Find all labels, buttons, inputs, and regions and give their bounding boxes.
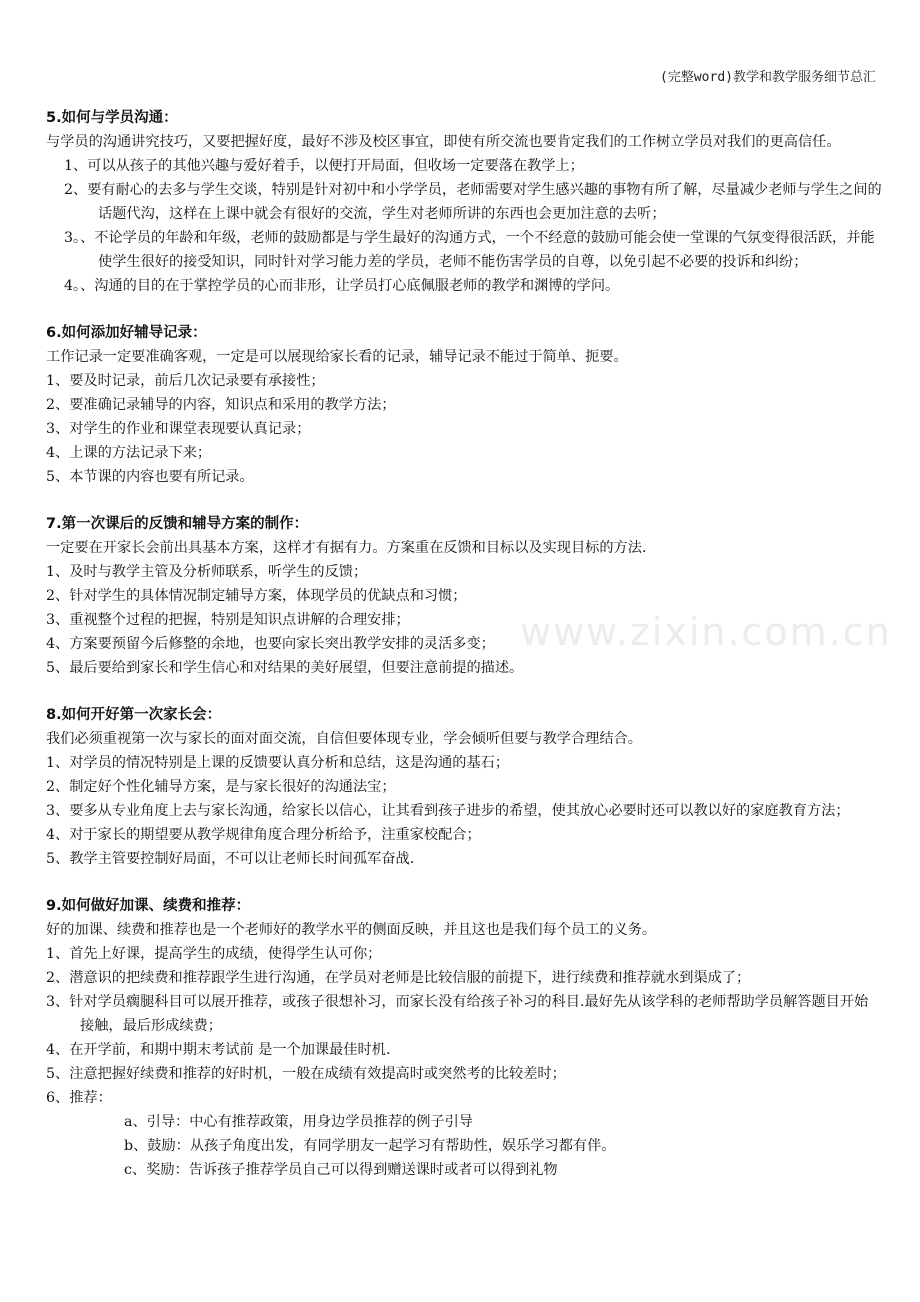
section-title: 8.如何开好第一次家长会： — [46, 707, 222, 723]
section-intro: 一定要在开家长会前出具基本方案，这样才有据有力。方案重在反馈和目标以及实现目标的方法. — [46, 540, 647, 556]
section-7 — [46, 512, 882, 680]
list-item: 1、要及时记录，前后几次记录要有承接性； — [46, 373, 325, 389]
section-intro: 工作记录一定要准确客观，一定是可以展现给家长看的记录，辅导记录不能过于简单、扼要。 — [46, 349, 628, 365]
list-item: 4、在开学前，和期中期末考试前 是一个加课最佳时机. — [46, 1042, 391, 1058]
list-item: 4、对于家长的期望要从教学规律角度合理分析给予，注重家校配合； — [46, 827, 481, 843]
list-item: 4、上课的方法记录下来； — [46, 445, 212, 461]
list-item: 5、最后要给到家长和学生信心和对结果的美好展望，但要注意前提的描述。 — [46, 660, 524, 676]
list-item: 1、对学员的情况特别是上课的反馈要认真分析和总结，这是沟通的基石； — [46, 755, 510, 771]
list-item: 3、重视整个过程的把握，特别是知识点讲解的合理安排； — [46, 612, 410, 628]
document-header: (完整word)教学和教学服务细节总汇 — [660, 70, 876, 85]
sub-list-item: a、引导：中心有推荐政策，用身边学员推荐的例子引导 — [124, 1114, 473, 1130]
sub-list-item: b、鼓励：从孩子角度出发，有同学朋友一起学习有帮助性，娱乐学习都有伴。 — [124, 1138, 616, 1154]
list-item: 3、要多从专业角度上去与家长沟通，给家长以信心，让其看到孩子进步的希望，使其放心必要时还可以教以好的家庭教育方法； — [46, 803, 850, 819]
list-item: 2、潜意识的把续费和推荐跟学生进行沟通，在学员对老师是比较信服的前提下，进行续费和推荐就水到渠成了； — [46, 970, 751, 986]
document-body — [46, 106, 882, 1205]
list-item: 5、教学主管要控制好局面，不可以让老师长时间孤军奋战. — [46, 851, 415, 867]
section-intro: 好的加课、续费和推荐也是一个老师好的教学水平的侧面反映，并且这也是我们每个员工的义务。 — [46, 922, 657, 938]
section-8 — [46, 703, 882, 871]
list-item: 4、方案要预留今后修整的余地，也要向家长突出教学安排的灵活多变； — [46, 636, 495, 652]
section-title: 7.第一次课后的反馈和辅导方案的制作： — [46, 516, 309, 532]
list-item: 1、及时与教学主管及分析师联系，听学生的反馈； — [46, 564, 368, 580]
section-title: 6.如何添加好辅导记录： — [46, 325, 207, 341]
list-item: 1、首先上好课，提高学生的成绩，使得学生认可你； — [46, 946, 382, 962]
list-item: 3、针对学员瘸腿科目可以展开推荐，或孩子很想补习，而家长没有给孩子补习的科目.最好先从该学科的老师帮助学员解答题目开始接触，最后形成续费； — [46, 994, 869, 1034]
list-item: 3、对学生的作业和课堂表现要认真记录； — [46, 421, 311, 437]
section-5 — [46, 106, 882, 298]
list-item: 2、针对学生的具体情况制定辅导方案，体现学员的优缺点和习惯； — [46, 588, 467, 604]
watermark: www.zixin.com.cn — [520, 610, 892, 654]
list-item: 2、要准确记录辅导的内容，知识点和采用的教学方法； — [46, 397, 396, 413]
section-9 — [46, 894, 882, 1182]
section-6 — [46, 321, 882, 489]
list-item: 4。、沟通的目的在于掌控学员的心而非形，让学员打心底佩服老师的教学和渊博的学问。 — [64, 278, 620, 294]
list-item: 3。、不论学员的年龄和年级，老师的鼓励都是与学生最好的沟通方式，一个不经意的鼓励可能会使一堂课的气氛变得很活跃，并能使学生很好的接受知识，同时针对学习能力差的学员，老师不能伤害学员的自尊，以免引起不必要的投诉和纠纷； — [64, 230, 875, 270]
list-item: 2、要有耐心的去多与学生交谈，特别是针对初中和小学学员，老师需要对学生感兴趣的事物有所了解，尽量减少老师与学生之间的话题代沟，这样在上课中就会有很好的交流，学生对老师所讲的东西也会更加注意的去听； — [64, 182, 882, 222]
sub-list-item: c、奖励：告诉孩子推荐学员自己可以得到赠送课时或者可以得到礼物 — [124, 1162, 558, 1178]
list-item: 2、制定好个性化辅导方案，是与家长很好的沟通法宝； — [46, 779, 396, 795]
section-title: 5.如何与学员沟通： — [46, 110, 178, 126]
list-item: 1、可以从孩子的其他兴趣与爱好着手，以便打开局面，但收场一定要落在教学上； — [64, 158, 584, 174]
list-item: 5、本节课的内容也要有所记录。 — [46, 469, 254, 485]
section-intro: 与学员的沟通讲究技巧，又要把握好度，最好不涉及校区事宜，即使有所交流也要肯定我们的工作树立学员对我们的更高信任。 — [46, 134, 841, 150]
list-item: 5、注意把握好续费和推荐的好时机，一般在成绩有效提高时或突然考的比较差时； — [46, 1066, 566, 1082]
section-intro: 我们必须重视第一次与家长的面对面交流，自信但要体现专业，学会倾听但要与教学合理结合。 — [46, 731, 642, 747]
list-item: 6、推荐： — [46, 1090, 112, 1106]
section-title: 9.如何做好加课、续费和推荐： — [46, 898, 251, 914]
